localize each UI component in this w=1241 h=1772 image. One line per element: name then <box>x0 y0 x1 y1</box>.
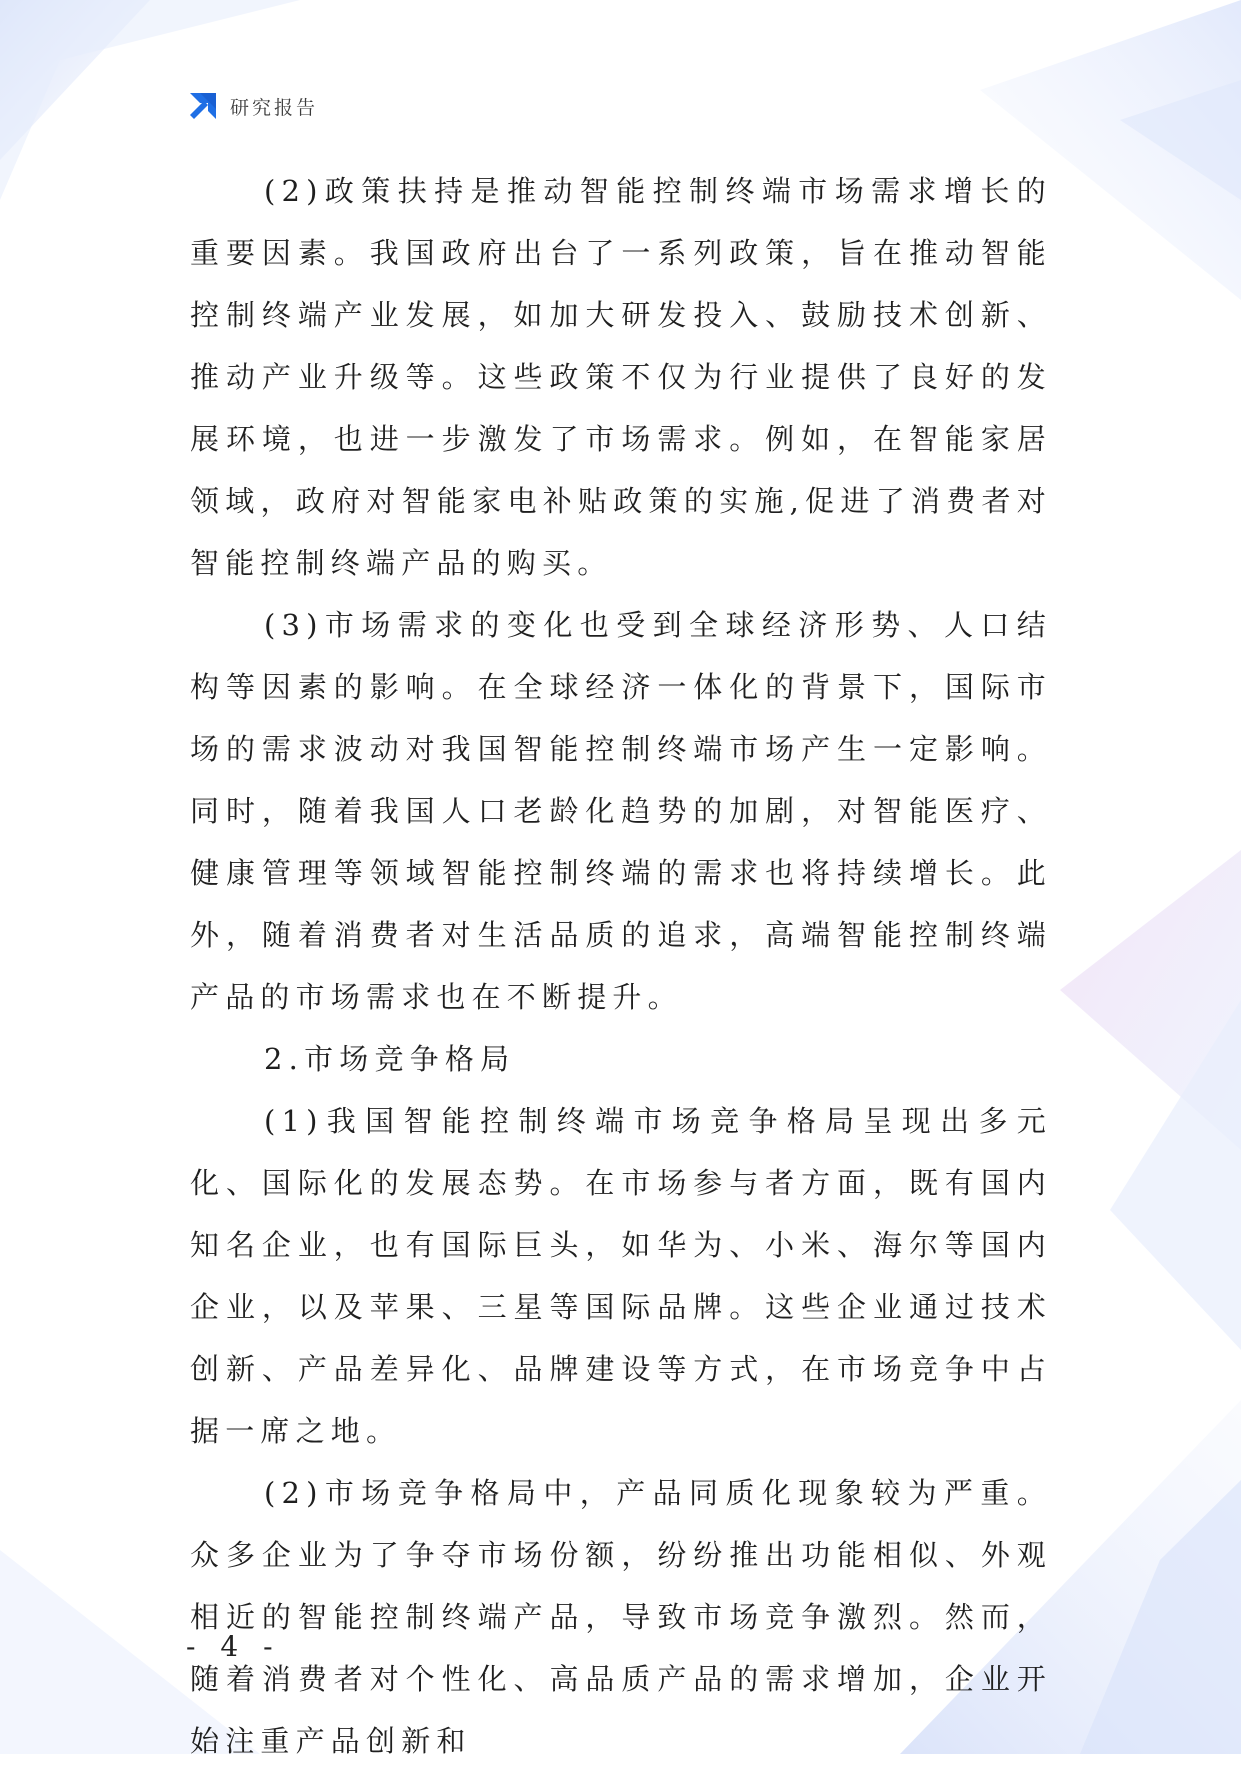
paragraph: (1)我国智能控制终端市场竞争格局呈现出多元化、国际化的发展态势。在市场参与者方面，既有国内知名企业，也有国际巨头，如华为、小米、海尔等国内企业，以及苹果、三星等国际品牌。这些企业通过技术创新、产品差异化、品牌建设等方式，在市场竞争中占据一席之地。 <box>190 1104 1052 1448</box>
document-header <box>186 88 318 124</box>
paragraph: (2)市场竞争格局中，产品同质化现象较为严重。众多企业为了争夺市场份额，纷纷推出功能相似、外观相近的智能控制终端产品，导致市场竞争激烈。然而，随着消费者对个性化、高品质产品的需求增加，企业开始注重产品创新和 <box>190 1476 1052 1758</box>
paragraph: (2)政策扶持是推动智能控制终端市场需求增长的重要因素。我国政府出台了一系列政策，旨在推动智能控制终端产业发展，如加大研发投入、鼓励技术创新、推动产业升级等。这些政策不仅为行业提供了良好的发展环境，也进一步激发了市场需求。例如，在智能家居领域，政府对智能家电补贴政策的实施,促进了消费者对智能控制终端产品的购买。 <box>190 174 1052 580</box>
paragraph: (3)市场需求的变化也受到全球经济形势、人口结构等因素的影响。在全球经济一体化的背景下，国际市场的需求波动对我国智能控制终端市场产生一定影响。同时，随着我国人口老龄化趋势的加剧，对智能医疗、健康管理等领域智能控制终端的需求也将持续增长。此外，随着消费者对生活品质的追求，高端智能控制终端产品的市场需求也在不断提升。 <box>190 608 1052 1014</box>
header-title: 研究报告 <box>230 96 319 119</box>
document-body <box>190 160 1052 1772</box>
arrow-up-right-icon <box>186 89 220 123</box>
page-number: - 4 - <box>186 1630 281 1663</box>
section-heading: 2.市场竞争格局 <box>264 1042 516 1076</box>
